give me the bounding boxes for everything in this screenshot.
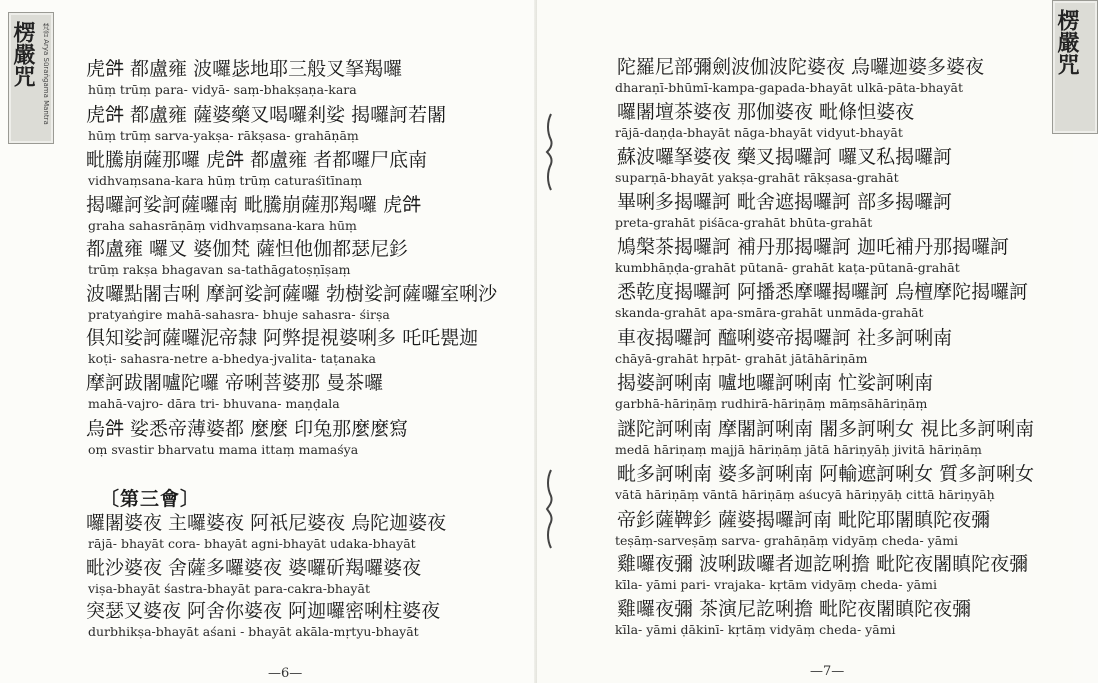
- sanskrit-transliteration: medā hāriṇaṃ majjā hāriṇāṃ jātā hāriṇyāḥ jivitā hāriṇāṃ: [615, 442, 982, 457]
- tab-title: 楞嚴咒: [1054, 9, 1080, 75]
- sanskrit-transliteration: oṃ svastir bharvatu mama ittaṃ mamaśya: [88, 442, 359, 457]
- chinese-line: 毗沙婆夜 舍薩多囉婆夜 婆囉斫羯囉婆夜: [86, 557, 422, 579]
- sanskrit-transliteration: graha sahasrāṇāṃ vidhvaṃsana-kara hūṃ: [88, 218, 357, 233]
- side-tab: [8, 12, 54, 144]
- sanskrit-transliteration: pratyaṅgire mahā-sahasra- bhuje sahasra- śirṣa: [88, 307, 390, 322]
- chinese-line: 揭婆訶唎南 嚧地囉訶唎南 忙娑訶唎南: [617, 372, 934, 394]
- chinese-line: 毗多訶唎南 婆多訶唎南 阿輸遮訶唎女 質多訶唎女: [617, 463, 1035, 485]
- sanskrit-transliteration: suparṇā-bhayāt yakṣa-grahāt rākṣasa-grahāt: [615, 170, 899, 185]
- chinese-line: 毗騰崩薩那囉 虎𤙖 都盧雍 者都囉尸底南: [86, 149, 428, 171]
- page-number: —7—: [810, 664, 845, 679]
- page-number: —6—: [268, 666, 303, 681]
- sanskrit-transliteration: kīla- yāmi pari- vrajaka- kṛtām vidyāṃ cheda- yāmi: [615, 577, 937, 592]
- sanskrit-transliteration: teṣāṃ-sarveṣāṃ sarva- grahāṇāṃ vidyāṃ cheda- yāmi: [615, 533, 959, 548]
- side-tab: [1052, 0, 1098, 134]
- tab-title: 楞嚴咒: [10, 21, 36, 87]
- sanskrit-transliteration: viṣa-bhayāt śastra-bhayāt para-cakra-bhayāt: [88, 581, 370, 596]
- sanskrit-transliteration: rājā-daṇḍa-bhayāt nāga-bhayāt vidyut-bhayāt: [615, 125, 903, 140]
- chinese-line: 囉闍壇茶婆夜 那伽婆夜 毗條怛婆夜: [617, 101, 915, 123]
- sanskrit-transliteration: preta-grahāt piśāca-grahāt bhūta-grahāt: [615, 215, 873, 230]
- sanskrit-transliteration: vidhvaṃsana-kara hūṃ trūṃ caturaśītīnaṃ: [88, 173, 363, 188]
- chinese-line: 虎𤙖 都盧雍 波囉毖地耶三般叉拏羯囉: [86, 58, 403, 80]
- chinese-line: 蘇波囉拏婆夜 藥叉揭囉訶 囉叉私揭囉訶: [617, 146, 953, 168]
- sanskrit-transliteration: dharaṇī-bhūmī-kampa-gapada-bhayāt ulkā-pāta-bhayāt: [615, 80, 964, 95]
- sanskrit-transliteration: hūṃ trūṃ sarva-yakṣa- rākṣasa- grahāṇāṃ: [88, 128, 359, 143]
- sanskrit-transliteration: hūṃ trūṃ para- vidyā- saṃ-bhakṣaṇa-kara: [88, 82, 357, 97]
- chinese-line: 謎陀訶唎南 摩闍訶唎南 闍多訶唎女 視比多訶唎南: [617, 418, 1035, 440]
- sanskrit-transliteration: koṭi- sahasra-netre a-bhedya-jvalita- taṭanaka: [88, 351, 376, 366]
- chinese-line: 悉乾度揭囉訶 阿播悉摩囉揭囉訶 烏檀摩陀揭囉訶: [617, 281, 1029, 303]
- chinese-line: 鳩槃茶揭囉訶 補丹那揭囉訶 迦吒補丹那揭囉訶: [617, 236, 1010, 258]
- chinese-line: 摩訶跋闍嚧陀囉 帝唎菩婆那 曼茶囉: [86, 372, 384, 394]
- sanskrit-transliteration: kīla- yāmi ḍākinī- kṛtāṃ vidyāṃ cheda- yāmi: [615, 622, 896, 637]
- right-page: [537, 0, 1080, 683]
- chinese-line: 雞囉夜彌 波唎跋囉者迦訖唎擔 毗陀夜闍瞋陀夜彌: [617, 553, 1029, 575]
- sanskrit-transliteration: durbhikṣa-bhayāt aśani - bhayāt akāla-mṛtyu-bhayāt: [88, 624, 419, 639]
- sanskrit-transliteration: mahā-vajro- dāra tri- bhuvana- maṇḍala: [88, 396, 340, 411]
- chinese-line: 都盧雍 囉叉 婆伽梵 薩怛他伽都瑟尼釤: [86, 238, 409, 260]
- sanskrit-transliteration: vātā hāriṇāṃ vāntā hāriṇāṃ aśucyā hāriṇyāḥ cittā hāriṇyāḥ: [615, 487, 995, 502]
- chinese-line: 烏𤙖 娑悉帝薄婆都 麼麼 印兔那麼麼寫: [86, 418, 409, 440]
- chinese-line: 揭囉訶娑訶薩囉南 毗騰崩薩那羯囉 虎𤙖: [86, 194, 422, 216]
- sanskrit-transliteration: chāyā-grahāt hṛpāt- grahāt jātāhāriṇām: [615, 351, 868, 366]
- chinese-line: 帝釤薩鞞釤 薩婆揭囉訶南 毗陀耶闍瞋陀夜彌: [617, 509, 991, 531]
- chinese-line: 俱知娑訶薩囉泥帝隸 阿弊提視婆唎多 吒吒甖迦: [86, 327, 479, 349]
- binding-brace-icon: [545, 112, 559, 192]
- chinese-line: 囉闍婆夜 主囉婆夜 阿祇尼婆夜 烏陀迦婆夜: [86, 512, 447, 534]
- tab-subtitle: 梵音 Arya Sūraṅgama Mantra: [42, 23, 50, 125]
- left-page: [0, 0, 537, 683]
- sanskrit-transliteration: rājā- bhayāt cora- bhayāt agni-bhayāt udaka-bhayāt: [88, 536, 416, 551]
- chinese-line: 雞囉夜彌 茶演尼訖唎擔 毗陀夜闍瞋陀夜彌: [617, 598, 972, 620]
- chinese-line: 車夜揭囉訶 醯唎婆帝揭囉訶 社多訶唎南: [617, 327, 953, 349]
- chinese-line: 畢唎多揭囉訶 毗舍遮揭囉訶 部多揭囉訶: [617, 191, 953, 213]
- sanskrit-transliteration: garbhā-hāriṇāṃ rudhirā-hāriṇāṃ māṃsāhāriṇāṃ: [615, 396, 928, 411]
- sanskrit-transliteration: kumbhāṇḍa-grahāt pūtanā- grahāt kaṭa-pūtanā-grahāt: [615, 260, 960, 275]
- chinese-line: 虎𤙖 都盧雍 薩婆藥叉喝囉剎娑 揭囉訶若闍: [86, 104, 447, 126]
- section-heading: 〔第三會〕: [100, 488, 201, 510]
- chinese-line: 波囉點闍吉唎 摩訶娑訶薩囉 勃樹娑訶薩囉室唎沙: [86, 283, 498, 305]
- binding-brace-icon: [545, 468, 559, 550]
- chinese-line: 陀羅尼部彌劍波伽波陀婆夜 烏囉迦婆多婆夜: [617, 56, 985, 78]
- sanskrit-transliteration: skanda-grahāt apa-smāra-grahāt unmāda-grahāt: [615, 305, 924, 320]
- sanskrit-transliteration: trūṃ rakṣa bhagavan sa-tathāgatoṣṇīṣaṃ: [88, 262, 351, 277]
- chinese-line: 突瑟叉婆夜 阿舍你婆夜 阿迦囉密唎柱婆夜: [86, 600, 441, 622]
